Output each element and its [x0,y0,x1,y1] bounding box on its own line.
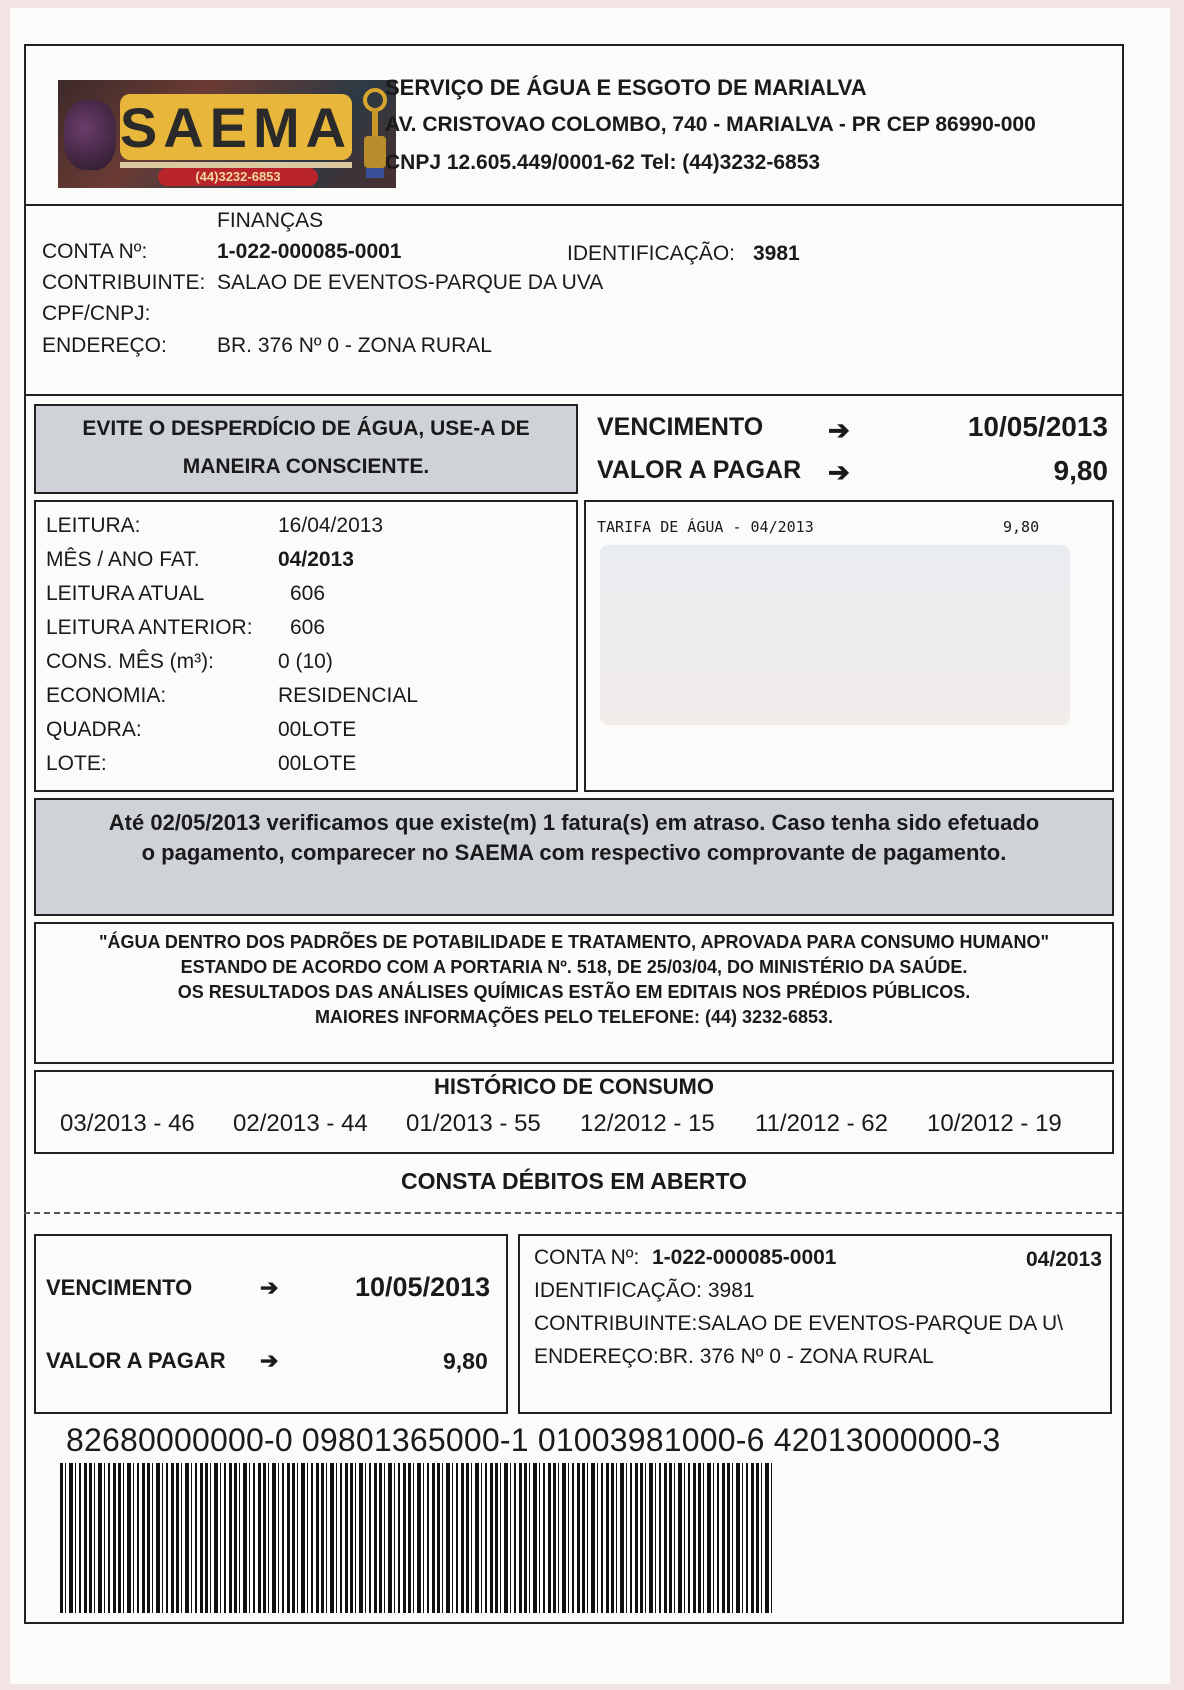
valor-label: VALOR A PAGAR [597,456,802,484]
logo-text: SAEMA [119,95,353,159]
charges-watermark [600,545,1070,725]
reading-label: LOTE: [46,752,107,775]
debts-notice: CONSTA DÉBITOS EM ABERTO [401,1168,747,1194]
quality-line-2: ESTANDO DE ACORDO COM A PORTARIA Nº. 518, DE 25/03/04, DO MINISTÉRIO DA SAÚDE. [180,957,968,977]
identificacao-label: IDENTIFICAÇÃO: [567,242,736,265]
history-item: 01/2013 - 55 [406,1110,541,1137]
stub-endereco: ENDEREÇO:BR. 376 Nº 0 - ZONA RURAL [534,1345,934,1368]
reading-value: 606 [290,582,326,605]
vencimento-value: 10/05/2013 [967,411,1108,442]
history-item: 10/2012 - 19 [927,1110,1062,1137]
vencimento-label: VENCIMENTO [597,413,764,441]
identificacao-value: 3981 [753,242,800,265]
reading-label: LEITURA ANTERIOR: [46,616,253,639]
stub-conta-value: 1-022-000085-0001 [652,1246,837,1269]
quality-line-4: MAIORES INFORMAÇÕES PELO TELEFONE: (44) 3232-6853. [314,1007,834,1027]
stub-ref: 04/2013 [1026,1248,1102,1271]
org-cnpj-phone: CNPJ 12.605.449/0001-62 Tel: (44)3232-6853 [385,151,821,174]
arrow-icon: ➔ [828,457,850,487]
charge-label: TARIFA DE ÁGUA - 04/2013 [597,518,814,536]
reading-label: ECONOMIA: [46,684,167,707]
department: FINANÇAS [217,209,324,232]
stub-identificacao: IDENTIFICAÇÃO: 3981 [534,1279,755,1302]
cpf-label: CPF/CNPJ: [42,302,151,325]
arrow-icon: ➔ [828,415,850,445]
cut-line [24,1212,1122,1214]
arrow-icon: ➔ [260,1275,279,1300]
quality-line-1: "ÁGUA DENTRO DOS PADRÕES DE POTABILIDADE E TRATAMENTO, APROVADA PARA CONSUMO HUMANO" [98,932,1050,952]
overdue-line-1: Até 02/05/2013 verificamos que existe(m) 1 fatura(s) em atraso. Caso tenha sido efetuado [108,810,1040,835]
overdue-line-2: o pagamento, comparecer no SAEMA com respectivo comprovante de pagamento. [141,840,1007,865]
reading-value: RESIDENCIAL [278,684,419,707]
contribuinte-value: SALAO DE EVENTOS-PARQUE DA UVA [217,271,604,294]
stub-contribuinte: CONTRIBUINTE:SALAO DE EVENTOS-PARQUE DA U\ [534,1312,1063,1335]
customer-box [24,204,1124,396]
arrow-icon: ➔ [260,1348,279,1373]
stub-vencimento-value: 10/05/2013 [355,1272,491,1302]
logo-phone: (44)3232-6853 [158,168,318,186]
reading-label: LEITURA ATUAL [46,582,205,605]
stub-valor-value: 9,80 [443,1348,488,1374]
reading-value: 00LOTE [278,718,357,741]
contribuinte-label: CONTRIBUINTE: [42,271,206,294]
reading-label: CONS. MÊS (m³): [46,650,214,673]
reading-label: MÊS / ANO FAT. [46,548,200,571]
reading-label: QUADRA: [46,718,142,741]
endereco-value: BR. 376 Nº 0 - ZONA RURAL [217,334,492,357]
stub-conta-label: CONTA Nº: [534,1246,640,1269]
reading-value: 606 [290,616,326,639]
barcode [60,1463,772,1613]
history-item: 02/2013 - 44 [233,1110,368,1137]
conta-value: 1-022-000085-0001 [217,240,402,263]
stub-valor-label: VALOR A PAGAR [46,1348,226,1373]
notice-line-1: EVITE O DESPERDÍCIO DE ÁGUA, USE-A DE [82,417,530,440]
org-name: SERVIÇO DE ÁGUA E ESGOTO DE MARIALVA [385,75,867,100]
reading-box [34,500,578,792]
barcode-digits: 82680000000-0 09801365000-1 01003981000-6 42013000000-3 [66,1422,1001,1458]
reading-value: 04/2013 [278,548,354,571]
org-address: AV. CRISTOVAO COLOMBO, 740 - MARIALVA - PR CEP 86990-000 [385,113,1036,136]
conta-label: CONTA Nº: [42,240,148,263]
reading-value: 00LOTE [278,752,357,775]
saema-logo [58,80,396,188]
reading-value: 0 (10) [278,650,333,673]
charge-value: 9,80 [1003,518,1040,536]
quality-line-3: OS RESULTADOS DAS ANÁLISES QUÍMICAS ESTÃO EM EDITAIS NOS PRÉDIOS PÚBLICOS. [177,982,971,1002]
history-item: 03/2013 - 46 [60,1110,195,1137]
stub-vencimento-label: VENCIMENTO [46,1275,193,1300]
grape-icon [64,100,116,170]
reading-value: 16/04/2013 [278,514,384,537]
history-item: 11/2012 - 62 [755,1110,888,1137]
valor-value: 9,80 [1053,455,1108,486]
notice-line-2: MANEIRA CONSCIENTE. [182,455,430,478]
history-item: 12/2012 - 15 [580,1110,715,1137]
endereco-label: ENDEREÇO: [42,334,167,357]
history-title: HISTÓRICO DE CONSUMO [434,1074,714,1099]
reading-label: LEITURA: [46,514,141,537]
stub-payment-box [34,1234,508,1414]
